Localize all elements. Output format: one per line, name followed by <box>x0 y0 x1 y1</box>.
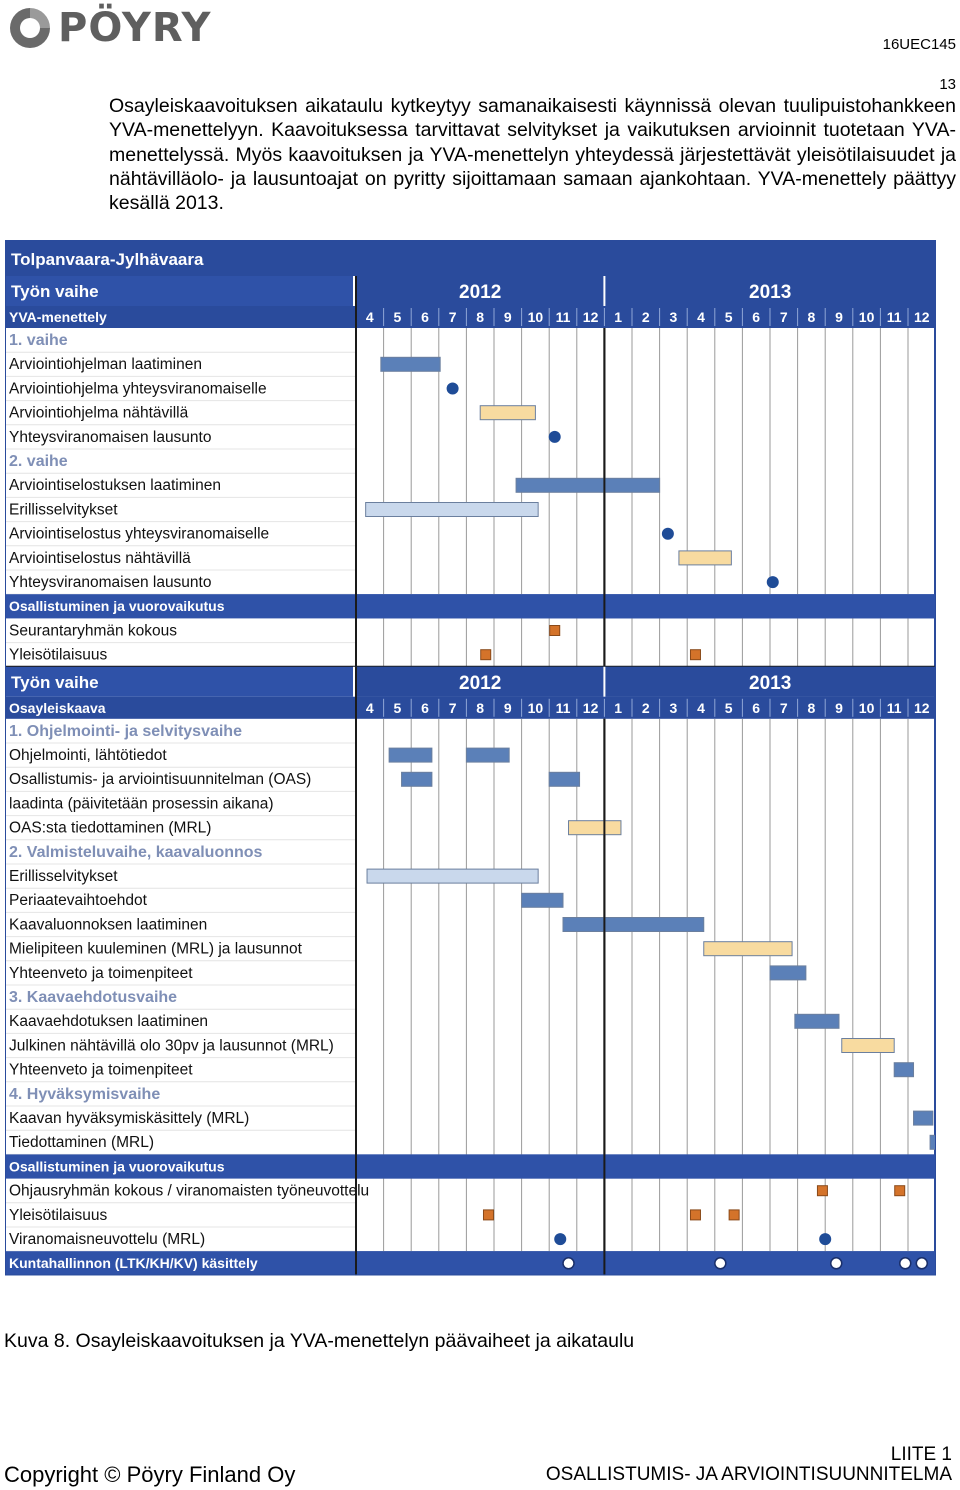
task-label: Yhteysviranomaisen lausunto <box>9 574 212 591</box>
task-label: Mielipiteen kuuleminen (MRL) ja lausunnot <box>9 940 302 958</box>
process-label: YVA-menettely <box>9 309 107 325</box>
decision-marker <box>916 1258 927 1269</box>
phase-label: 1. vaihe <box>9 332 68 349</box>
month-tick-label: 4 <box>697 699 705 716</box>
month-tick-label: 5 <box>724 699 733 716</box>
month-tick-label: 8 <box>476 699 485 716</box>
band-label: Osallistuminen ja vuorovaikutus <box>9 598 225 615</box>
month-tick-label: 3 <box>669 309 678 325</box>
section-header: Työn vaihe <box>11 672 99 692</box>
month-tick-label: 12 <box>914 309 930 325</box>
document-id: 16UEC145 <box>882 36 956 53</box>
month-tick-label: 11 <box>886 699 902 716</box>
gantt-bar <box>466 748 509 762</box>
gantt-bar <box>480 406 535 420</box>
month-tick-label: 2 <box>641 309 650 325</box>
footer-title: OSALLISTUMIS- JA ARVIOINTISUUNNITELMA <box>545 1464 952 1485</box>
month-tick-label: 5 <box>724 309 733 325</box>
gantt-bar <box>894 1063 913 1077</box>
month-tick-label: 3 <box>669 699 678 716</box>
task-label: Seurantaryhmän kokous <box>9 622 178 640</box>
month-tick-label: 5 <box>393 699 402 716</box>
company-logo <box>6 4 211 52</box>
month-tick-label: 4 <box>365 699 374 716</box>
gantt-bar <box>770 966 806 980</box>
year-label: 2012 <box>459 282 502 303</box>
task-label: Ohjausryhmän kokous / viranomaisten työneuvottelu <box>9 1182 370 1200</box>
year-label: 2012 <box>459 672 502 694</box>
band-overlay <box>356 594 936 618</box>
task-label: Yhteenveto ja toimenpiteet <box>9 964 193 982</box>
decision-marker <box>563 1258 574 1269</box>
task-label: Kaavan hyväksymiskäsittely (MRL) <box>9 1110 250 1127</box>
month-tick-label: 11 <box>555 309 571 325</box>
month-tick-label: 6 <box>752 309 761 325</box>
month-row <box>5 697 936 719</box>
task-label: Osallistumis- ja arviointisuunnitelman (OAS) <box>9 771 312 789</box>
gantt-bar <box>914 1111 933 1125</box>
event-marker <box>550 626 560 636</box>
month-tick-label: 10 <box>527 699 544 716</box>
gantt-bar <box>842 1039 894 1053</box>
month-tick-label: 4 <box>697 309 705 325</box>
event-marker <box>690 650 700 660</box>
month-tick-label: 12 <box>582 699 599 716</box>
task-label: Arviointiohjelma nähtävillä <box>9 404 189 422</box>
month-tick-label: 5 <box>393 309 402 325</box>
task-label: Arviointiselostus nähtävillä <box>9 549 191 567</box>
month-tick-label: 12 <box>914 699 930 716</box>
gantt-bar <box>679 551 731 565</box>
task-label: Kaavaluonnoksen laatiminen <box>9 916 208 934</box>
month-tick-label: 6 <box>752 699 761 716</box>
task-label: laadinta (päivitetään prosessin aikana) <box>9 795 274 813</box>
year-label: 2013 <box>749 282 792 303</box>
month-tick-label: 12 <box>582 309 599 325</box>
month-tick-label: 1 <box>614 699 623 716</box>
task-label: Arviointiselostus yhteysviranomaiselle <box>9 525 270 543</box>
figure-caption: Kuva 8. Osayleiskaavoituksen ja YVA-menettelyn päävaiheet ja aikataulu <box>4 1330 635 1352</box>
task-label: Ohjelmointi, lähtötiedot <box>9 747 167 764</box>
task-label: Arviointiselostuksen laatiminen <box>9 477 221 495</box>
month-tick-label: 8 <box>476 309 485 325</box>
month-tick-label: 6 <box>421 699 429 716</box>
decision-marker <box>831 1258 842 1269</box>
section-header: Työn vaihe <box>11 282 99 301</box>
milestone-dot <box>554 1233 566 1245</box>
month-tick-label: 9 <box>503 309 512 325</box>
task-label: Yhteysviranomaisen lausunto <box>9 428 212 446</box>
event-marker <box>729 1210 739 1220</box>
page-number: 13 <box>939 76 956 93</box>
task-label: Yhteenveto ja toimenpiteet <box>9 1061 193 1079</box>
phase-label: 3. Kaavaehdotusvaihe <box>9 989 178 1006</box>
month-tick-label: 11 <box>555 699 571 716</box>
gantt-bar <box>381 357 440 371</box>
event-marker <box>483 1210 493 1220</box>
month-row <box>5 306 936 328</box>
appendix-label: LIITE 1 <box>890 1444 952 1465</box>
gantt-bar <box>366 503 539 517</box>
milestone-dot <box>447 383 459 395</box>
month-tick-label: 9 <box>835 309 843 325</box>
gantt-bar <box>563 918 704 932</box>
task-label: Yleisötilaisuus <box>9 1206 108 1224</box>
month-tick-label: 11 <box>886 309 902 325</box>
milestone-dot <box>549 431 561 443</box>
logo-wordmark: PÖYRY <box>58 5 212 51</box>
task-label: Kaavaehdotuksen laatiminen <box>9 1013 209 1031</box>
band-label: Osallistuminen ja vuorovaikutus <box>9 1158 225 1175</box>
process-label: Osayleiskaava <box>9 699 106 716</box>
month-tick-label: 7 <box>448 309 457 325</box>
month-tick-label: 7 <box>779 309 788 325</box>
decision-marker <box>900 1258 911 1269</box>
month-tick-label: 8 <box>807 309 816 325</box>
gantt-bar <box>704 942 792 956</box>
task-label: Erillisselvitykset <box>9 501 118 519</box>
gantt-bar <box>402 772 432 786</box>
copyright-notice: Copyright © Pöyry Finland Oy <box>4 1462 296 1487</box>
gantt-bar <box>549 772 579 786</box>
task-label: Arviointiohjelman laatiminen <box>9 356 202 374</box>
phase-label: 2. vaihe <box>9 453 68 470</box>
gantt-title: Tolpanvaara-Jylhävaara <box>11 250 204 269</box>
gantt-bar <box>367 869 538 883</box>
month-tick-label: 7 <box>779 699 788 716</box>
phase-label: 1. Ohjelmointi- ja selvitysvaihe <box>9 722 242 740</box>
month-tick-label: 10 <box>858 699 875 716</box>
task-label: Viranomaisneuvottelu (MRL) <box>9 1231 206 1248</box>
event-marker <box>481 650 491 660</box>
month-tick-label: 10 <box>527 309 544 325</box>
task-label: Arviointiohjelma yhteysviranomaiselle <box>9 380 267 398</box>
band-overlay <box>356 1251 936 1275</box>
month-tick-label: 8 <box>807 699 816 716</box>
event-marker <box>690 1210 700 1220</box>
band-overlay <box>356 1154 936 1178</box>
event-marker <box>895 1186 905 1196</box>
month-tick-label: 7 <box>448 699 457 716</box>
phase-label: 4. Hyväksymisvaihe <box>9 1085 161 1103</box>
gantt-chart <box>5 240 936 1306</box>
month-tick-label: 4 <box>365 309 374 325</box>
month-tick-label: 2 <box>641 699 650 716</box>
poyry-swirl-icon <box>6 4 54 52</box>
gantt-bar <box>795 1014 839 1028</box>
year-label: 2013 <box>749 672 792 694</box>
task-label: Periaatevaihtoehdot <box>9 892 147 910</box>
milestone-dot <box>662 528 674 540</box>
month-tick-label: 6 <box>421 309 429 325</box>
gantt-bar <box>522 893 563 907</box>
milestone-dot <box>767 576 779 588</box>
month-tick-label: 1 <box>614 309 623 325</box>
phase-label: 2. Valmisteluvaihe, kaavaluonnos <box>9 843 263 861</box>
gantt-bar <box>569 821 621 835</box>
month-tick-label: 10 <box>858 309 875 325</box>
event-marker <box>817 1186 827 1196</box>
task-label: Yleisötilaisuus <box>9 646 108 664</box>
task-label: Erillisselvitykset <box>9 868 118 885</box>
task-label: OAS:sta tiedottaminen (MRL) <box>9 819 212 837</box>
task-label: Tiedottaminen (MRL) <box>9 1134 155 1152</box>
month-tick-label: 9 <box>503 699 512 716</box>
body-paragraph: Osayleiskaavoituksen aikataulu kytkeytyy samanaikaisesti käynnissä olevan tuulipuistohankkeen YVA-menettelyyn. Kaavoituksessa tarvittavat selvitykset ja vaikutuksen arvioinnit tuotetaan YVA-menettelyssä. Myös kaavoituksen ja YVA-menettelyn yhteydessä järjestettävät yleisötilaisuudet ja nähtävilläolo- ja lausuntoajat on pyritty sijoittamaan samaan ajankohtaan. YVA-menettely päättyy kesällä 2013. <box>109 95 956 215</box>
gantt-bar <box>389 748 432 762</box>
decision-marker <box>715 1258 726 1269</box>
month-tick-label: 9 <box>835 699 843 716</box>
milestone-dot <box>819 1233 831 1245</box>
task-label: Julkinen nähtävillä olo 30pv ja lausunnot (MRL) <box>9 1037 334 1055</box>
band-label: Kuntahallinnon (LTK/KH/KV) käsittely <box>9 1255 258 1272</box>
gantt-bar <box>516 478 660 492</box>
